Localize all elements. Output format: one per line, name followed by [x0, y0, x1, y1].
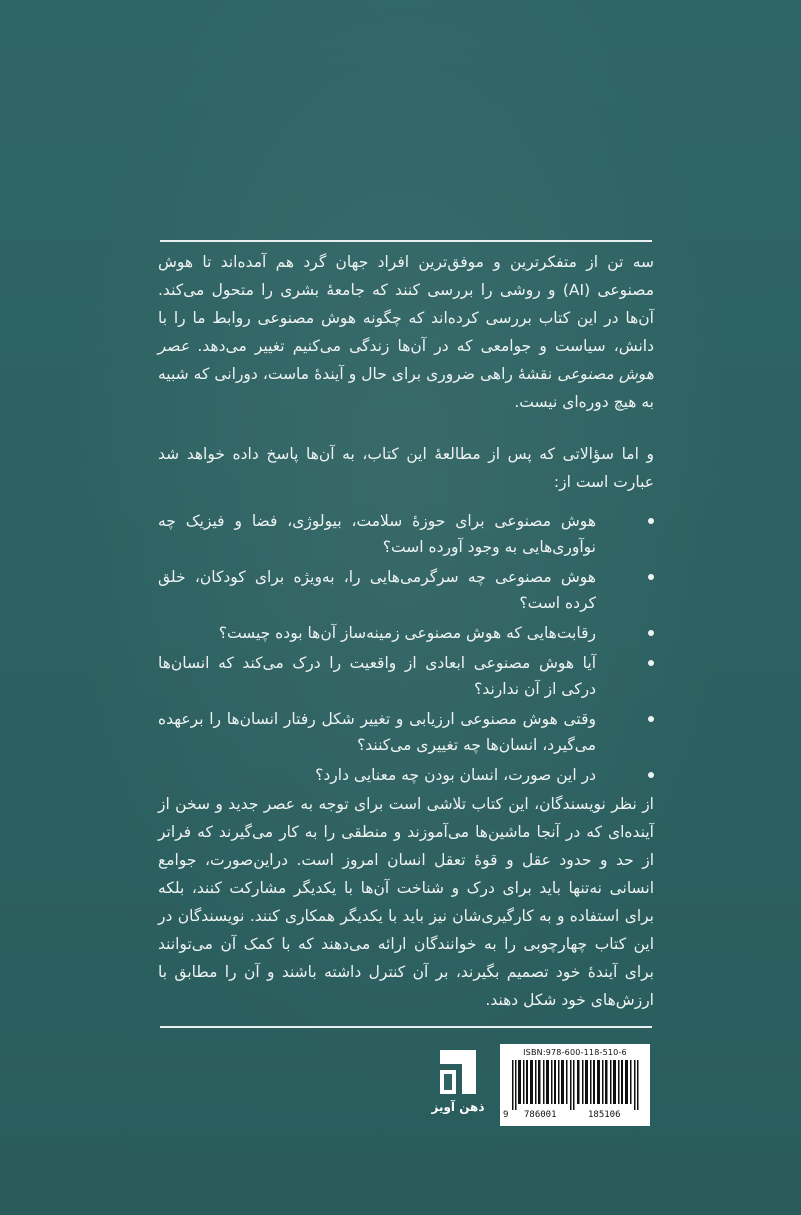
isbn-barcode: [500, 1044, 650, 1126]
top-divider: [160, 240, 652, 242]
isbn-number: ISBN:978-600-118-510-6: [523, 1048, 627, 1057]
book-title-inline: عصر هوش مصنوعی: [158, 337, 654, 383]
questions-intro: و اما سؤالاتی که پس از مطالعهٔ این کتاب، به آن‌ها پاسخ داده خواهد شد عبارت است از:: [158, 445, 654, 491]
barcode-digits: [500, 1110, 650, 1124]
list-item: هوش مصنوعی چه سرگرمی‌هایی را، به‌ویژه برای کودکان، خلق کرده است؟: [158, 564, 654, 616]
questions-list: [158, 508, 654, 792]
closing-paragraph: از نظر نویسندگان، این کتاب تلاشی است برای توجه به عصر جدید و سخن از آینده‌ای که در آنجا ماشین‌ها می‌آموزند و منطقی را به کار می‌گیرند که فراتر از حد و حدود عقل و قوهٔ تعقل انسان امروز است. دراین‌صورت، جوامع انسانی نه‌تنها باید برای درک و شناخت آن‌ها با یکدیگر مشارکت کنند، بلکه برای استفاده و به کارگیری‌شان نیز باید با یکدیگر همکاری کنند. نویسندگان در این کتاب چهارچوبی را به خوانندگان ارائه می‌دهند که با کمک آن می‌توانند برای آیندهٔ خود تصمیم بگیرند، بر آن کنترل داشته باشند و آن را مطابق با ارزش‌های خود شکل دهند.: [158, 795, 654, 1009]
barcode-bars: [512, 1060, 642, 1110]
list-item: آیا هوش مصنوعی ابعادی از واقعیت را درک می‌کند که انسان‌ها درکی از آن ندارند؟: [158, 650, 654, 702]
intro-text: سه تن از متفکرترین و موفق‌ترین افراد جهان گرد هم آمده‌اند تا هوش مصنوعی (AI) و روشی را بررسی کنند که جامعهٔ بشری را متحول می‌کند. آن‌ها در این کتاب بررسی کرده‌اند که چگونه هوش مصنوعی روابط ما را با دانش، سیاست و جوامعی که در آن‌ها زندگی می‌کنیم تغییر می‌دهد.: [158, 253, 654, 355]
intro-text-end: نقشهٔ راهی ضروری برای حال و آیندهٔ ماست، دورانی که شبیه به هیچ دوره‌ای نیست.: [158, 365, 654, 411]
publisher-logo-icon: [436, 1046, 480, 1098]
barcode-lead-digit: 9: [503, 1110, 509, 1120]
list-item: رقابت‌هایی که هوش مصنوعی زمینه‌ساز آن‌ها بوده چیست؟: [158, 620, 654, 646]
publisher-logo: [428, 1046, 488, 1126]
barcode-right-group: 185106: [588, 1110, 621, 1120]
list-item: هوش مصنوعی برای حوزهٔ سلامت، بیولوژی، فضا و فیزیک چه نوآوری‌هایی به وجود آورده است؟: [158, 508, 654, 560]
list-item: وقتی هوش مصنوعی ارزیابی و تغییر شکل رفتار انسان‌ها را برعهده می‌گیرد، انسان‌ها چه تغییری می‌کنند؟: [158, 706, 654, 758]
barcode-left-group: 786001: [524, 1110, 557, 1120]
publisher-name: ذهن آویز: [431, 1100, 485, 1114]
bottom-divider: [160, 1026, 652, 1028]
list-item: در این صورت، انسان بودن چه معنایی دارد؟: [158, 762, 654, 788]
intro-paragraph: [158, 248, 654, 416]
